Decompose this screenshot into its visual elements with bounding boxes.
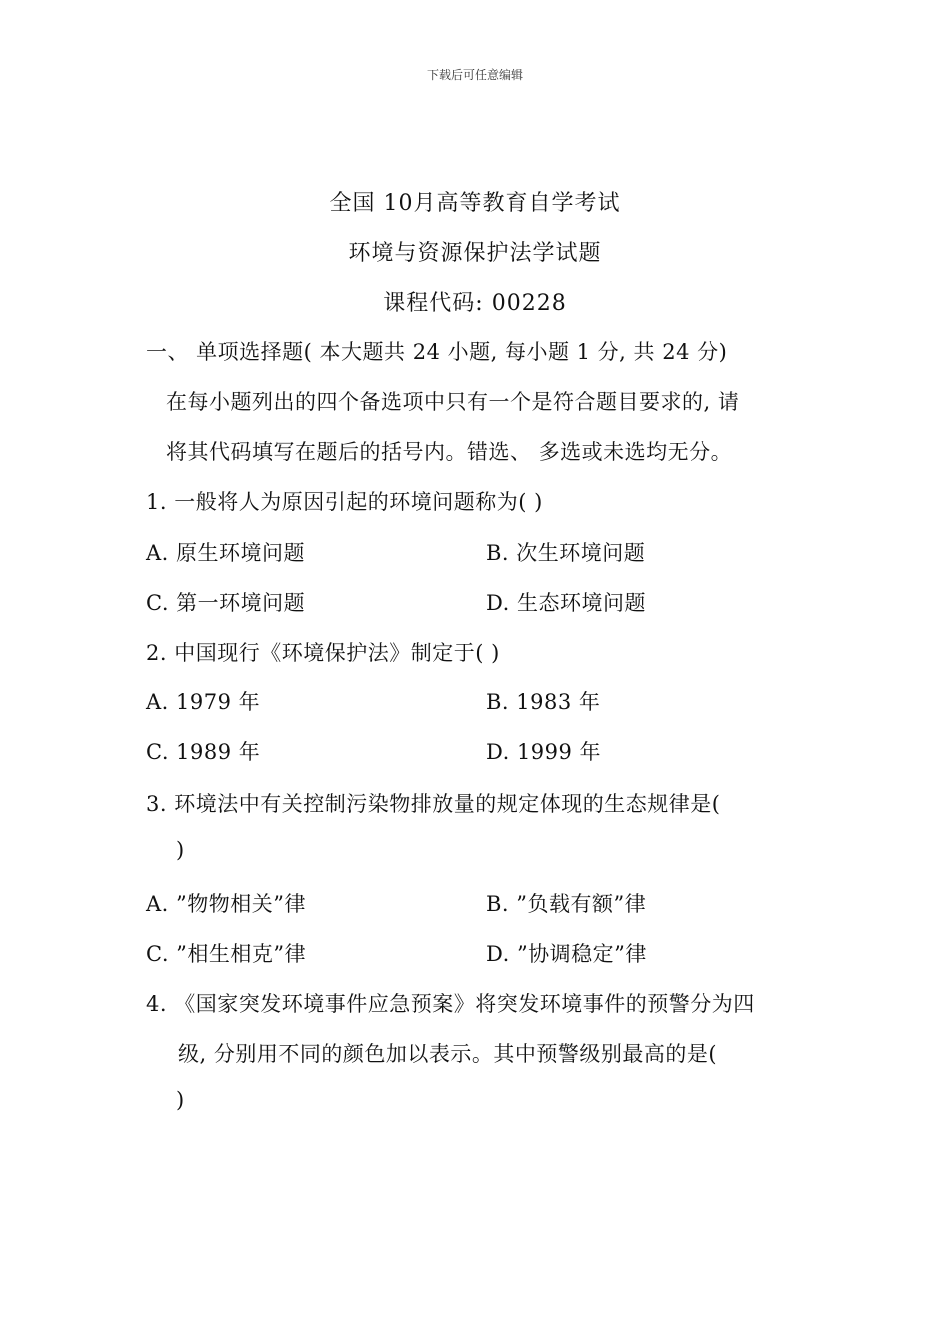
question-1-stem: 1. 一般将人为原因引起的环境问题称为( )	[146, 490, 543, 514]
question-3-stem-line-2: )	[176, 838, 185, 862]
section-instruction-line-1: 在每小题列出的四个备选项中只有一个是符合题目要求的, 请	[166, 390, 740, 414]
question-2-stem: 2. 中国现行《环境保护法》制定于( )	[146, 641, 500, 665]
question-2-option-a: A. 1979 年	[146, 690, 261, 714]
question-2-option-b: B. 1983 年	[486, 690, 601, 714]
question-4-stem-line-1: 4. 《国家突发环境事件应急预案》将突发环境事件的预警分为四	[146, 992, 755, 1016]
subject-title: 环境与资源保护法学试题	[348, 241, 602, 266]
question-3-option-c: C. ”相生相克”律	[146, 942, 307, 966]
question-3-option-b: B. ”负载有额”律	[486, 892, 647, 916]
question-3-option-d: D. ”协调稳定”律	[486, 942, 647, 966]
section-instruction-line-2: 将其代码填写在题后的括号内。错选、 多选或未选均无分。	[166, 440, 733, 464]
question-2-option-d: D. 1999 年	[486, 740, 602, 764]
exam-title: 全国 10月高等教育自学考试	[329, 191, 621, 216]
question-1-option-b: B. 次生环境问题	[486, 541, 646, 565]
question-2-option-c: C. 1989 年	[146, 740, 261, 764]
question-1-option-d: D. 生态环境问题	[486, 591, 646, 615]
question-1-option-c: C. 第一环境问题	[146, 591, 306, 615]
header-note: 下载后可任意编辑	[426, 68, 523, 82]
course-code: 课程代码: 00228	[383, 291, 567, 316]
question-1-option-a: A. 原生环境问题	[146, 541, 306, 565]
question-3-stem-line-1: 3. 环境法中有关控制污染物排放量的规定体现的生态规律是(	[146, 792, 721, 816]
section-heading: 一、 单项选择题( 本大题共 24 小题, 每小题 1 分, 共 24 分)	[146, 340, 728, 364]
question-4-stem-line-2: 级, 分别用不同的颜色加以表示。其中预警级别最高的是(	[178, 1042, 718, 1066]
question-4-stem-line-3: )	[176, 1088, 185, 1112]
question-3-option-a: A. ”物物相关”律	[146, 892, 306, 916]
